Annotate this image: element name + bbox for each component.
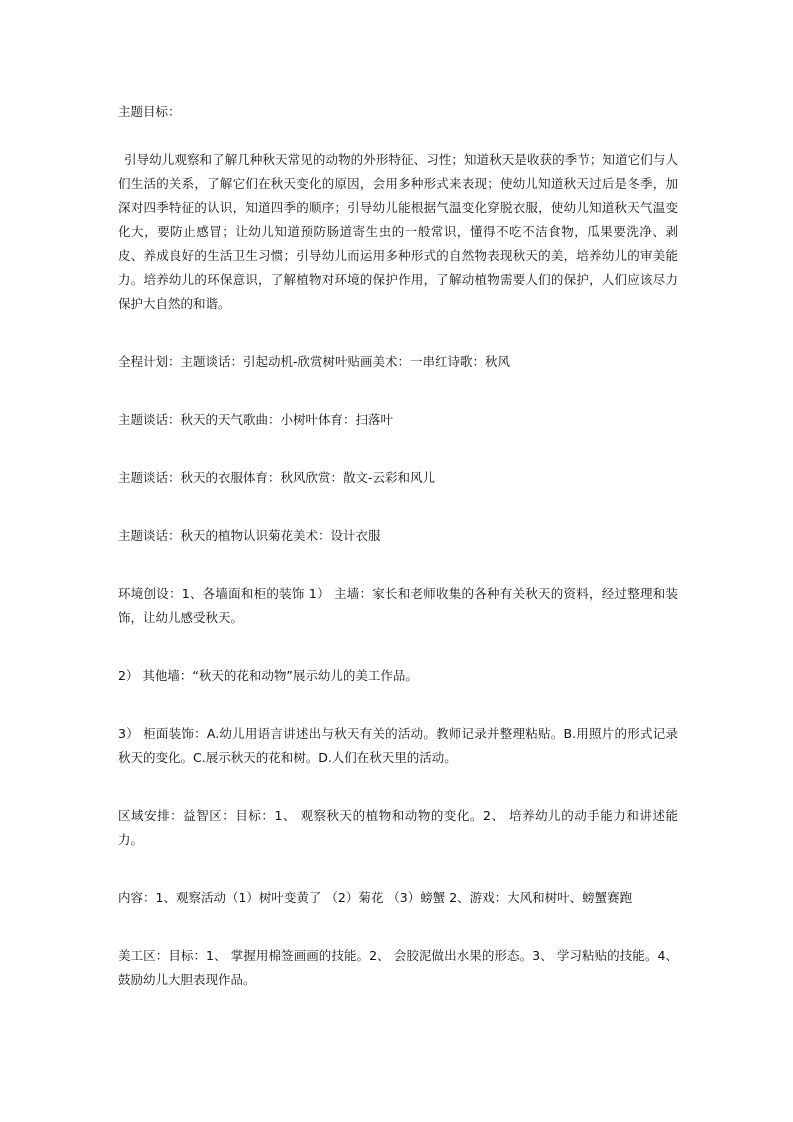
paragraph-theme-talk-weather: 主题谈话：秋天的天气歌曲：小树叶体育：扫落叶 [118, 412, 394, 427]
paragraph-theme-talk-clothes: 主题谈话：秋天的衣服体育：秋风欣赏：散文-云彩和风儿 [118, 470, 436, 485]
paragraph-environment-setup: 环境创设：1、各墙面和柜的装饰 1） 主墙：家长和老师收集的各种有关秋天的资料，经过整理和装饰，让幼儿感受秋天。 [118, 586, 678, 625]
paragraph-area-arrangement: 区域安排：益智区：目标：1、 观察秋天的植物和动物的变化。2、 培养幼儿的动手能力和讲述能力。 [118, 808, 678, 847]
paragraph-art-area: 美工区：目标：1、 掌握用棉签画画的技能。2、 会胶泥做出水果的形态。3、 学习粘贴的技能。4、 鼓励幼儿大胆表现作品。 [118, 948, 678, 987]
paragraph-contents: 内容：1、观察活动（1）树叶变黄了 （2）菊花 （3）螃蟹 2、游戏：大风和树叶、螃蟹赛跑 [118, 890, 633, 905]
paragraph-cabinet-decoration: 3） 柜面装饰：A.幼儿用语言讲述出与秋天有关的活动。教师记录并整理粘贴。B.用照片的形式记录秋天的变化。C.展示秋天的花和树。D.人们在秋天里的活动。 [118, 726, 678, 765]
section-heading-theme-goal: 主题目标： [118, 104, 181, 119]
paragraph-theme-goal-body: 引导幼儿观察和了解几种秋天常见的动物的外形特征、习性；知道秋天是收获的季节；知道它们与人们生活的关系，了解它们在秋天变化的原因，会用多种形式来表现；使幼儿知道秋天过后是冬季，加深对四季特征的认识，知道四季的顺序；引导幼儿能根据气温变化穿脱衣服，使幼儿知道秋天气温变化大，要防止感冒；让幼儿知道预防肠道寄生虫的一般常识，懂得不吃不洁食物，瓜果要洗净、剥皮、养成良好的生活卫生习惯；引导幼儿而运用多种形式的自然物表现秋天的美，培养幼儿的审美能力。培养幼儿的环保意识，了解植物对环境的保护作用，了解动植物需要人们的保护，人们应该尽力保护大自然的和谐。 [118, 152, 678, 311]
paragraph-theme-talk-plants: 主题谈话：秋天的植物认识菊花美术：设计衣服 [118, 528, 381, 543]
paragraph-overall-plan: 全程计划：主题谈话：引起动机-欣赏树叶贴画美术：一串红诗歌：秋风 [118, 354, 511, 369]
paragraph-other-walls: 2） 其他墙：“秋天的花和动物”展示幼儿的美工作品。 [118, 668, 418, 683]
document-page [118, 100, 678, 992]
